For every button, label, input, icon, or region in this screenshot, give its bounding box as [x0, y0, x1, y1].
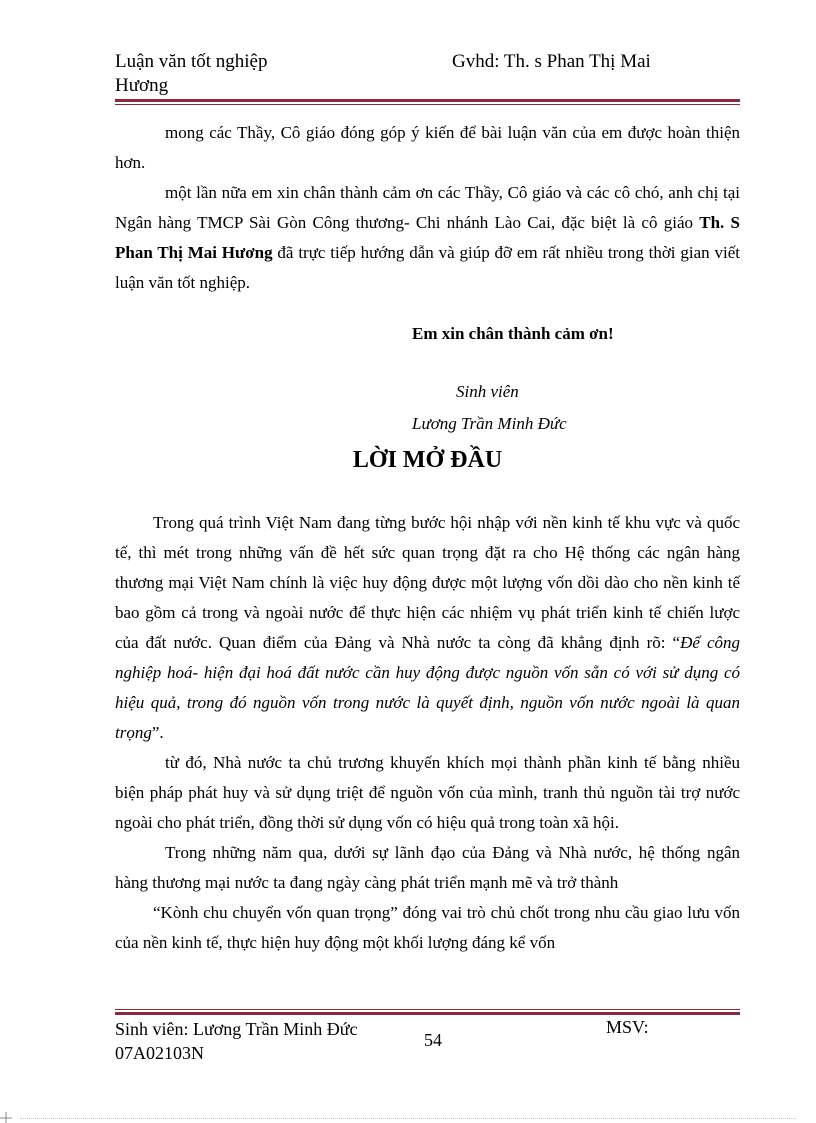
- paragraph-3: [115, 508, 740, 748]
- footer-rule-thin: [115, 1009, 740, 1010]
- paragraph-3-text: Trong quá trình Việt Nam đang từng bước hội nhập với nền kinh tế khu vực và quốc tế, thì mét trong những vấn đề hết sức quan trọng đặt ra cho Hệ thống các ngân hàng thương mại Việt Nam chính là việc huy động được một lượng vốn dồi dào cho nền kinh tế bao gồm cả trong và ngoài nước để thực hiện các nhiệm vụ phát triển kinh tế chiến lược của đất nước. Quan điểm của Đảng và Nhà nước ta còng đã khẳng định rõ: “: [115, 513, 740, 652]
- paragraph-4: từ đó, Nhà nước ta chủ trương khuyến khích mọi thành phần kinh tế bằng nhiều biện pháp phát huy và sử dụng triệt để nguồn vốn của mình, tranh thủ nguồn tài trợ nước ngoài cho phát triển, đồng thời sử dụng vốn có hiệu quả trong toàn xã hội.: [115, 753, 740, 832]
- header-title-line1: Luận văn tốt nghiệp: [115, 51, 268, 72]
- signature-role: Sinh viên: [456, 382, 519, 401]
- introduction-block: [115, 508, 740, 958]
- footer-left: [115, 1017, 358, 1065]
- paragraph-2-text-end: đã trực tiếp hướng dẫn và giúp đỡ em rất nhiều trong thời gian viết luận văn tốt nghiệp.: [115, 243, 740, 292]
- section-title: LỜI MỞ ĐẦU: [352, 447, 503, 473]
- paragraph-3-end: ”.: [151, 723, 164, 742]
- signature-name: Lương Trần Minh Đức: [412, 414, 567, 433]
- paragraph-2: [115, 178, 740, 298]
- advisor-name: Th. S Phan Thị Mai Hương: [115, 213, 740, 262]
- thanks-line: Em xin chân thành cảm ơn!: [412, 324, 614, 343]
- header-left: [115, 50, 268, 98]
- header-rule-thick: [115, 99, 740, 102]
- header-title-line2: Hương: [115, 75, 169, 96]
- paragraph-5: Trong những năm qua, dưới sự lãnh đạo của Đảng và Nhà nước, hệ thống ngân hàng thương mại nước ta đang ngày càng phát triển mạnh mẽ và trở thành: [115, 843, 740, 892]
- footer-msv-label: MSV:: [606, 1017, 649, 1037]
- footer-rule-thick: [115, 1012, 740, 1015]
- page-boundary: [20, 1118, 796, 1119]
- header-advisor: Gvhd: Th. s Phan Thị Mai: [452, 51, 651, 72]
- acknowledgement-block: [115, 118, 740, 298]
- paragraph-6: “Kònh chu chuyển vốn quan trọng” đóng vai trò chủ chốt trong nhu cầu giao lưu vốn của nền kinh tế, thực hiện huy động một khối lượng đáng kể vốn: [115, 903, 740, 952]
- page-corner-mark: [0, 1112, 12, 1123]
- footer-student-id: 07A02103N: [115, 1043, 204, 1063]
- paragraph-2-text: một lần nữa em xin chân thành cảm ơn các Thầy, Cô giáo và các cô chó, anh chị tại Ngân hàng TMCP Sài Gòn Công thương- Chi nhánh Lào Cai, đặc biệt là cô giáo: [115, 183, 740, 232]
- footer-student: Sinh viên: Lương Trần Minh Đức: [115, 1019, 358, 1039]
- header-rule-thin: [115, 104, 740, 105]
- paragraph-1: mong các Thầy, Cô giáo đóng góp ý kiến để bài luận văn của em được hoàn thiện hơn.: [115, 123, 740, 172]
- page-number: 54: [424, 1030, 442, 1050]
- party-quote: Để công nghiệp hoá- hiện đại hoá đất nước cần huy động được nguồn vốn sẵn có với sử dụng có hiệu quả, trong đó nguồn vốn trong nước là quyết định, nguồn vốn nước ngoài là quan trọng: [115, 633, 740, 742]
